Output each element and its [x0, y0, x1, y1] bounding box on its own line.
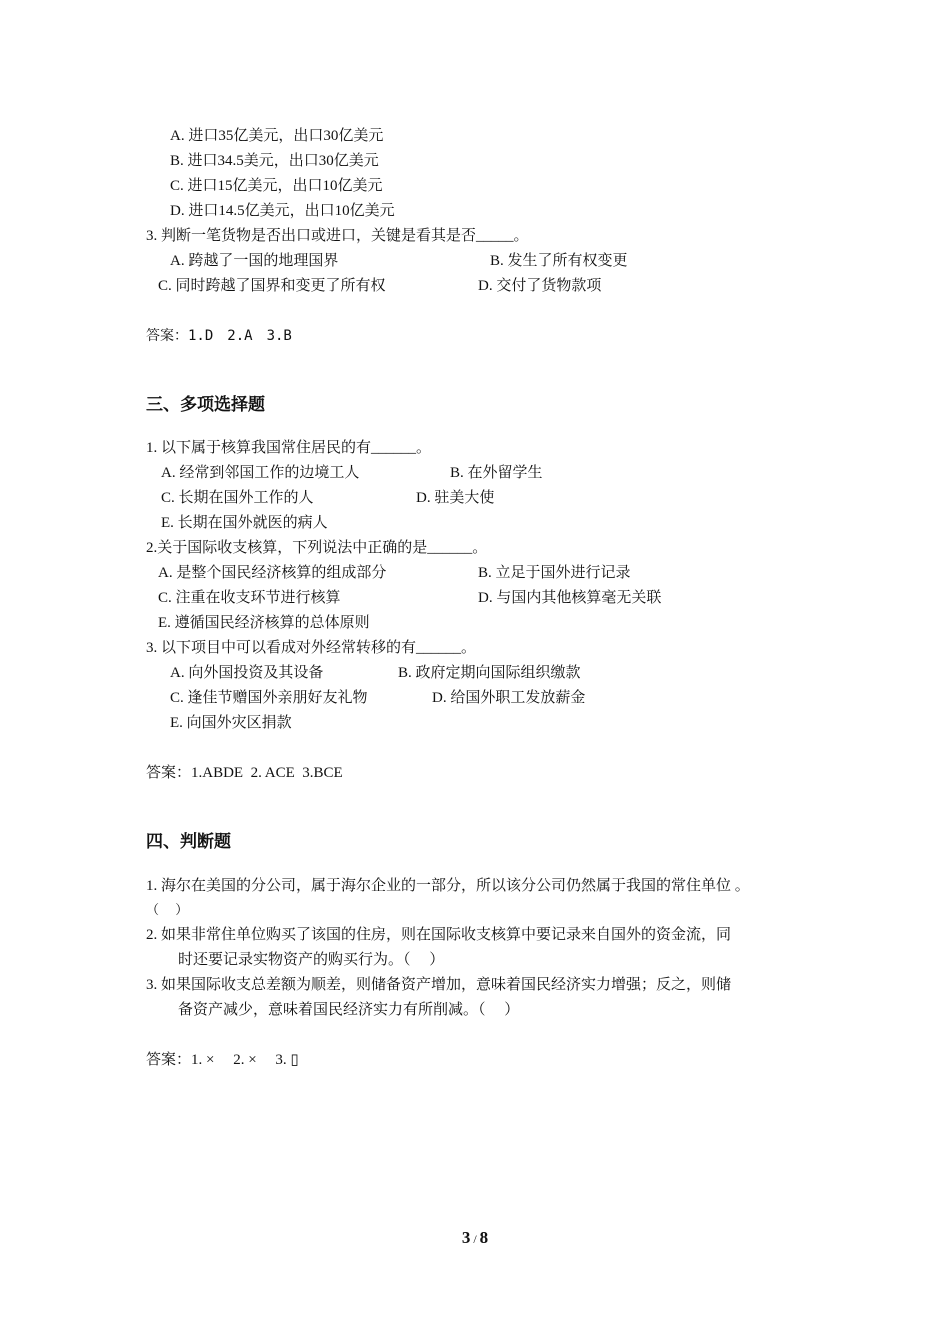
s3-q3-option-a: A. 向外国投资及其设备: [170, 665, 324, 681]
q2-option-c: C. 进口15亿美元，出口10亿美元: [170, 178, 383, 194]
s3-q2-stem: 2.关于国际收支核算，下列说法中正确的是______。: [146, 540, 488, 556]
s3-q2-option-b: B. 立足于国外进行记录: [478, 565, 631, 581]
section4-heading: 四、判断题: [146, 832, 231, 851]
s3-q1-option-d: D. 驻美大使: [416, 490, 495, 506]
s4-q1-blank: （ ）: [146, 902, 189, 917]
page-current: 3: [461, 1228, 471, 1247]
s4-q1-line1: 1. 海尔在美国的分公司，属于海尔企业的一部分，所以该分公司仍然属于我国的常住单位 。: [146, 878, 750, 894]
q3-stem: 3. 判断一笔货物是否出口或进口，关键是看其是否_____。: [146, 228, 529, 244]
page-separator: /: [470, 1232, 480, 1246]
s3-q3-option-b: B. 政府定期向国际组织缴款: [398, 665, 581, 681]
s3-q3-stem: 3. 以下项目中可以看成对外经常转移的有______。: [146, 640, 477, 656]
s3-q1-option-c: C. 长期在国外工作的人: [161, 490, 314, 506]
section3-heading: 三、多项选择题: [146, 395, 265, 414]
page-number: [0, 1228, 950, 1248]
section3-answer: 答案：1.ABDE 2. ACE 3.BCE: [146, 765, 343, 781]
s3-q2-option-d: D. 与国内其他核算毫无关联: [478, 590, 662, 606]
s3-q2-option-a: A. 是整个国民经济核算的组成部分: [158, 565, 387, 581]
section4-answer: 答案：1. × 2. × 3. ▯: [146, 1052, 299, 1068]
s3-q3-option-c: C. 逢佳节赠国外亲朋好友礼物: [170, 690, 368, 706]
s3-q2-option-c: C. 注重在收支环节进行核算: [158, 590, 341, 606]
q3-option-d: D. 交付了货物款项: [478, 278, 602, 294]
q2-option-b: B. 进口34.5美元，出口30亿美元: [170, 153, 379, 169]
s3-q1-option-b: B. 在外留学生: [450, 465, 543, 481]
s3-q1-option-e: E. 长期在国外就医的病人: [161, 515, 328, 531]
s3-q3-option-e: E. 向国外灾区捐款: [170, 715, 292, 731]
s4-q3-line2: 备资产减少，意味着国民经济实力有所削减。（ ）: [178, 1002, 520, 1018]
q3-option-a: A. 跨越了一国的地理国界: [170, 253, 339, 269]
s3-q1-option-a: A. 经常到邻国工作的边境工人: [161, 465, 360, 481]
s4-q2-line1: 2. 如果非常住单位购买了该国的住房，则在国际收支核算中要记录来自国外的资金流，同: [146, 927, 732, 943]
s3-q3-option-d: D. 给国外职工发放薪金: [432, 690, 586, 706]
q2-option-d: D. 进口14.5亿美元，出口10亿美元: [170, 203, 395, 219]
s4-q3-line1: 3. 如果国际收支总差额为顺差，则储备资产增加，意味着国民经济实力增强；反之，则储: [146, 977, 732, 993]
s3-q2-option-e: E. 遵循国民经济核算的总体原则: [158, 615, 370, 631]
s4-q2-line2: 时还要记录实物资产的购买行为。（ ）: [178, 952, 445, 968]
s3-q1-stem: 1. 以下属于核算我国常住居民的有______。: [146, 440, 432, 456]
q3-option-b: B. 发生了所有权变更: [490, 253, 628, 269]
q2-option-a: A. 进口35亿美元，出口30亿美元: [170, 128, 384, 144]
section2-answer: 答案：1.D 2.A 3.B: [146, 328, 292, 344]
page-total: 8: [479, 1228, 489, 1247]
q3-option-c: C. 同时跨越了国界和变更了所有权: [158, 278, 386, 294]
